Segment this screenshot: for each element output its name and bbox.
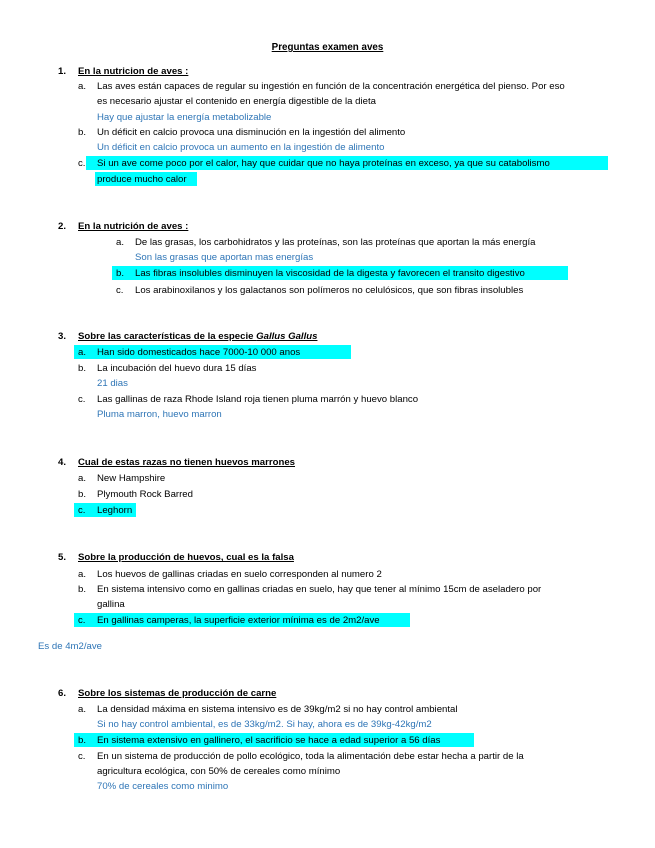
q4-option-c-line-1: Leghorn <box>97 505 133 516</box>
q4-option-a-line-1: New Hampshire <box>97 473 166 484</box>
q6-option-c-label: c. <box>78 751 86 762</box>
question-1-text: En la nutricion de aves : <box>78 66 189 77</box>
q3-option-a-label: a. <box>78 347 87 358</box>
q1-option-b-answer: Un déficit en calcio provoca un aumento en la ingestión de alimento <box>97 142 385 153</box>
question-6-number: 6. <box>57 688 66 699</box>
q4-option-b-label: b. <box>78 489 87 500</box>
q5-option-a-label: a. <box>78 569 87 580</box>
q3-option-b-answer: 21 dias <box>97 378 128 389</box>
q2-option-a-line-1: De las grasas, los carbohidratos y las proteínas, son las proteínas que aportan la más energía <box>135 237 536 248</box>
question-5-text: Sobre la producción de huevos, cual es la falsa <box>78 552 294 563</box>
q4-option-b-line-1: Plymouth Rock Barred <box>97 489 193 500</box>
q6-option-b-label: b. <box>78 735 87 746</box>
question-5-number: 5. <box>57 552 66 563</box>
q1-option-a-answer: Hay que ajustar la energía metabolizable <box>97 112 272 123</box>
q1-option-a-label: a. <box>78 81 87 92</box>
q6-option-a-line-1: La densidad máxima en sistema intensivo es de 39kg/m2 si no hay control ambiental <box>97 704 458 715</box>
question-3-text-main: Sobre las características de la especie <box>78 331 257 342</box>
q1-option-c-line-2: produce mucho calor <box>97 174 187 185</box>
question-2-number: 2. <box>57 221 66 232</box>
q2-option-b-line-1: Las fibras insolubles disminuyen la viscosidad de la digesta y favorecen el transito digestivo <box>135 268 525 279</box>
q6-option-a-answer: Si no hay control ambiental, es de 33kg/m2. Si hay, ahora es de 39kg-42kg/m2 <box>97 719 432 730</box>
q2-option-b-label: b. <box>116 268 125 279</box>
q5-option-c-line-1: En gallinas camperas, la superficie exterior mínima es de 2m2/ave <box>97 615 380 626</box>
q3-option-b-line-1: La incubación del huevo dura 15 días <box>97 363 257 374</box>
q4-option-c-label: c. <box>78 505 86 516</box>
q2-option-c-line-1: Los arabinoxilanos y los galactanos son polímeros no celulósicos, que son fibras insolubles <box>135 285 524 296</box>
q5-option-b-line-1: En sistema intensivo como en gallinas criadas en suelo, hay que tener al mínimo 15cm de aseladero por <box>97 584 542 595</box>
q5-option-b-label: b. <box>78 584 87 595</box>
q3-option-b-label: b. <box>78 363 87 374</box>
q5-answer-note: Es de 4m2/ave <box>38 641 102 652</box>
question-1-number: 1. <box>57 66 66 77</box>
q6-option-a-label: a. <box>78 704 87 715</box>
q3-option-c-line-1: Las gallinas de raza Rhode Island roja tienen pluma marrón y huevo blanco <box>97 394 419 405</box>
question-3-species: Gallus Gallus <box>256 331 318 342</box>
q5-option-c-label: c. <box>78 615 86 626</box>
question-3-number: 3. <box>57 331 66 342</box>
q3-option-a-line-1: Han sido domesticados hace 7000-10 000 anos <box>97 347 301 358</box>
q1-option-b-label: b. <box>78 127 87 138</box>
q2-option-c-label: c. <box>116 285 124 296</box>
q6-option-c-line-1: En un sistema de producción de pollo ecológico, toda la alimentación debe estar hecha a partir de la <box>97 751 524 762</box>
q2-option-a-label: a. <box>116 237 125 248</box>
q3-option-c-label: c. <box>78 394 86 405</box>
question-3-text <box>78 331 317 342</box>
q4-option-a-label: a. <box>78 473 87 484</box>
q1-option-c-label: c. <box>78 158 86 169</box>
question-2-text: En la nutrición de aves : <box>78 221 189 232</box>
q6-option-c-answer: 70% de cereales como minimo <box>97 781 229 792</box>
q6-option-b-line-1: En sistema extensivo en gallinero, el sacrificio se hace a edad superior a 56 días <box>97 735 441 746</box>
q2-option-a-answer: Son las grasas que aportan mas energías <box>135 252 314 263</box>
question-6-text: Sobre los sistemas de producción de carne <box>78 688 277 699</box>
q1-option-c-line-1: Si un ave come poco por el calor, hay que cuidar que no haya proteínas en exceso, ya que su catabolismo <box>97 158 550 169</box>
document-title: Preguntas examen aves <box>271 42 384 53</box>
q6-option-c-line-2: agricultura ecológica, con 50% de cereales como mínimo <box>97 766 341 777</box>
q5-option-a-line-1: Los huevos de gallinas criadas en suelo corresponden al numero 2 <box>97 569 382 580</box>
q1-option-a-line-1: Las aves están capaces de regular su ingestión en función de la concentración energética del pienso. Por eso <box>97 81 565 92</box>
q1-option-b-line-1: Un déficit en calcio provoca una disminución en la ingestión del alimento <box>97 127 406 138</box>
question-4-number: 4. <box>57 457 66 468</box>
question-4-text: Cual de estas razas no tienen huevos marrones <box>78 457 296 468</box>
q5-option-b-line-2: gallina <box>97 599 125 610</box>
q3-option-c-answer: Pluma marron, huevo marron <box>97 409 222 420</box>
q1-option-a-line-2: es necesario ajustar el contenido en energía digestible de la dieta <box>97 96 376 107</box>
